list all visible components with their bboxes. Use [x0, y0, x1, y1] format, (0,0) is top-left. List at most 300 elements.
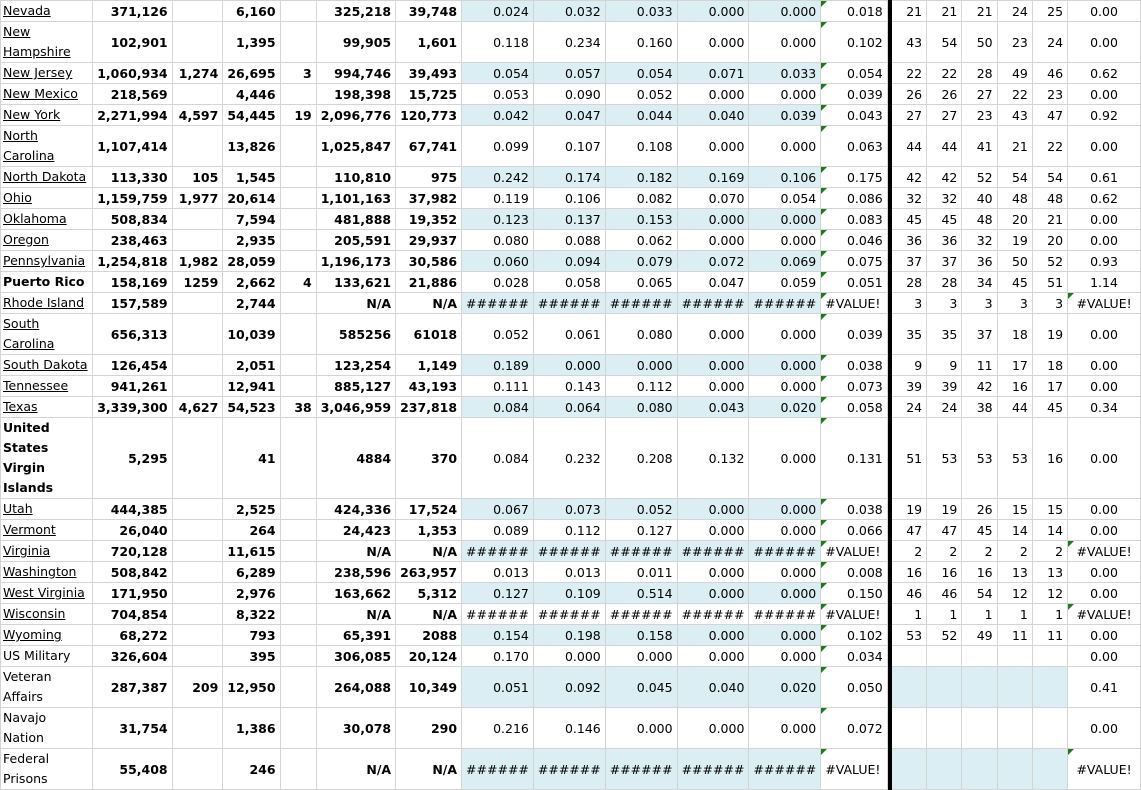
cell-r3[interactable]: 0.108: [605, 126, 677, 167]
cell-r2[interactable]: 0.107: [533, 126, 605, 167]
cell-r1[interactable]: 0.028: [462, 272, 534, 293]
cell-c3[interactable]: 1,395: [223, 22, 280, 63]
cell-k2[interactable]: 1: [927, 604, 962, 625]
cell-avg[interactable]: 0.102: [821, 625, 887, 646]
cell-k1[interactable]: 21: [891, 1, 927, 22]
cell-c6[interactable]: 30,586: [396, 251, 462, 272]
cell-k1[interactable]: 43: [891, 22, 927, 63]
cell-c3[interactable]: 2,051: [223, 355, 280, 376]
cell-k4[interactable]: [997, 646, 1032, 667]
cell-c5[interactable]: 306,085: [316, 646, 395, 667]
cell-r2[interactable]: 0.109: [533, 583, 605, 604]
cell-k2[interactable]: 44: [927, 126, 962, 167]
cell-r5[interactable]: ######: [749, 293, 821, 314]
cell-k4[interactable]: [997, 749, 1032, 790]
cell-r4[interactable]: 0.000: [677, 499, 749, 520]
cell-r1[interactable]: 0.053: [462, 84, 534, 105]
cell-c4[interactable]: [280, 562, 316, 583]
cell-last[interactable]: 0.00: [1068, 126, 1141, 167]
cell-c3[interactable]: 12,941: [223, 376, 280, 397]
cell-r5[interactable]: 0.000: [749, 708, 821, 749]
cell-c4[interactable]: [280, 251, 316, 272]
cell-k2[interactable]: 9: [927, 355, 962, 376]
cell-k4[interactable]: 44: [997, 397, 1032, 418]
cell-last[interactable]: 0.34: [1068, 397, 1141, 418]
cell-r3[interactable]: 0.082: [605, 188, 677, 209]
cell-k3[interactable]: 34: [962, 272, 997, 293]
cell-r5[interactable]: 0.069: [749, 251, 821, 272]
cell-c4[interactable]: [280, 541, 316, 562]
cell-region-name[interactable]: [1, 84, 93, 105]
region-link[interactable]: Texas: [3, 399, 38, 414]
cell-region-name[interactable]: [1, 604, 93, 625]
cell-c1[interactable]: 126,454: [93, 355, 172, 376]
cell-k3[interactable]: [962, 708, 997, 749]
cell-c3[interactable]: 26,695: [223, 63, 280, 84]
cell-r2[interactable]: 0.058: [533, 272, 605, 293]
cell-region-name[interactable]: [1, 583, 93, 604]
cell-c6[interactable]: 263,957: [396, 562, 462, 583]
cell-c5[interactable]: 481,888: [316, 209, 395, 230]
cell-c1[interactable]: 5,295: [93, 418, 172, 499]
cell-c2[interactable]: [172, 583, 223, 604]
cell-last[interactable]: 0.00: [1068, 230, 1141, 251]
cell-k5[interactable]: 13: [1032, 562, 1067, 583]
cell-k3[interactable]: 49: [962, 625, 997, 646]
cell-k5[interactable]: 17: [1032, 376, 1067, 397]
cell-region-name[interactable]: [1, 520, 93, 541]
cell-c3[interactable]: 54,445: [223, 105, 280, 126]
cell-region-name[interactable]: [1, 293, 93, 314]
cell-r1[interactable]: 0.067: [462, 499, 534, 520]
cell-r4[interactable]: 0.000: [677, 708, 749, 749]
cell-k4[interactable]: 2: [997, 541, 1032, 562]
cell-r4[interactable]: 0.071: [677, 63, 749, 84]
region-link[interactable]: West Virginia: [3, 585, 85, 600]
cell-k3[interactable]: 2: [962, 541, 997, 562]
cell-avg[interactable]: 0.039: [821, 84, 887, 105]
cell-c2[interactable]: [172, 562, 223, 583]
cell-c1[interactable]: 102,901: [93, 22, 172, 63]
cell-c4[interactable]: [280, 209, 316, 230]
region-link[interactable]: South Dakota: [3, 357, 88, 372]
cell-r3[interactable]: 0.065: [605, 272, 677, 293]
cell-c3[interactable]: 4,446: [223, 84, 280, 105]
cell-k1[interactable]: 45: [891, 209, 927, 230]
cell-c4[interactable]: [280, 625, 316, 646]
cell-r2[interactable]: 0.088: [533, 230, 605, 251]
cell-last[interactable]: 0.00: [1068, 314, 1141, 355]
cell-k1[interactable]: 37: [891, 251, 927, 272]
cell-c4[interactable]: [280, 499, 316, 520]
cell-c2[interactable]: 4,597: [172, 105, 223, 126]
cell-c3[interactable]: 12,950: [223, 667, 280, 708]
cell-r4[interactable]: 0.000: [677, 583, 749, 604]
cell-region-name[interactable]: [1, 230, 93, 251]
cell-c4[interactable]: [280, 376, 316, 397]
cell-k2[interactable]: 35: [927, 314, 962, 355]
cell-c2[interactable]: [172, 520, 223, 541]
cell-c2[interactable]: [172, 418, 223, 499]
cell-r3[interactable]: ######: [605, 541, 677, 562]
cell-k3[interactable]: 36: [962, 251, 997, 272]
cell-avg[interactable]: 0.150: [821, 583, 887, 604]
cell-r5[interactable]: 0.000: [749, 22, 821, 63]
cell-region-name[interactable]: [1, 251, 93, 272]
cell-c4[interactable]: [280, 1, 316, 22]
cell-k1[interactable]: 44: [891, 126, 927, 167]
cell-k1[interactable]: 16: [891, 562, 927, 583]
cell-r2[interactable]: 0.232: [533, 418, 605, 499]
cell-region-name[interactable]: [1, 708, 93, 749]
region-link[interactable]: Ohio: [3, 190, 32, 205]
cell-k1[interactable]: 35: [891, 314, 927, 355]
cell-c1[interactable]: 171,950: [93, 583, 172, 604]
cell-avg[interactable]: 0.175: [821, 167, 887, 188]
region-link[interactable]: Pennsylvania: [3, 253, 86, 268]
cell-k4[interactable]: 21: [997, 126, 1032, 167]
cell-k4[interactable]: 13: [997, 562, 1032, 583]
cell-c6[interactable]: 21,886: [396, 272, 462, 293]
cell-c1[interactable]: 113,330: [93, 167, 172, 188]
cell-last[interactable]: 0.00: [1068, 520, 1141, 541]
cell-r2[interactable]: ######: [533, 541, 605, 562]
cell-c1[interactable]: 508,842: [93, 562, 172, 583]
cell-c1[interactable]: 371,126: [93, 1, 172, 22]
cell-avg[interactable]: 0.086: [821, 188, 887, 209]
cell-last[interactable]: 0.00: [1068, 418, 1141, 499]
cell-c2[interactable]: [172, 708, 223, 749]
cell-c1[interactable]: 1,254,818: [93, 251, 172, 272]
cell-k1[interactable]: 27: [891, 105, 927, 126]
cell-k1[interactable]: [891, 708, 927, 749]
cell-c4[interactable]: [280, 22, 316, 63]
cell-avg[interactable]: 0.046: [821, 230, 887, 251]
cell-c4[interactable]: [280, 646, 316, 667]
cell-avg[interactable]: 0.034: [821, 646, 887, 667]
cell-c6[interactable]: 1,601: [396, 22, 462, 63]
region-link[interactable]: New York: [3, 107, 61, 122]
cell-k5[interactable]: 46: [1032, 63, 1067, 84]
cell-r3[interactable]: ######: [605, 604, 677, 625]
cell-r2[interactable]: 0.146: [533, 708, 605, 749]
cell-r1[interactable]: 0.084: [462, 418, 534, 499]
cell-last[interactable]: 0.00: [1068, 562, 1141, 583]
cell-k4[interactable]: 54: [997, 167, 1032, 188]
cell-k4[interactable]: 22: [997, 84, 1032, 105]
cell-c1[interactable]: 157,589: [93, 293, 172, 314]
cell-k1[interactable]: 32: [891, 188, 927, 209]
cell-r2[interactable]: 0.106: [533, 188, 605, 209]
cell-k3[interactable]: 41: [962, 126, 997, 167]
cell-r2[interactable]: 0.064: [533, 397, 605, 418]
cell-last[interactable]: 0.93: [1068, 251, 1141, 272]
cell-k1[interactable]: 47: [891, 520, 927, 541]
cell-k4[interactable]: 48: [997, 188, 1032, 209]
cell-k2[interactable]: 45: [927, 209, 962, 230]
cell-r3[interactable]: 0.112: [605, 376, 677, 397]
region-link[interactable]: Tennessee: [3, 378, 69, 393]
cell-k2[interactable]: 21: [927, 1, 962, 22]
cell-c5[interactable]: 110,810: [316, 167, 395, 188]
cell-r4[interactable]: ######: [677, 604, 749, 625]
cell-k1[interactable]: 3: [891, 293, 927, 314]
cell-k5[interactable]: 3: [1032, 293, 1067, 314]
cell-r2[interactable]: 0.137: [533, 209, 605, 230]
cell-c4[interactable]: [280, 583, 316, 604]
cell-r4[interactable]: 0.000: [677, 84, 749, 105]
cell-r4[interactable]: 0.000: [677, 646, 749, 667]
cell-c4[interactable]: [280, 167, 316, 188]
cell-k4[interactable]: 53: [997, 418, 1032, 499]
cell-c3[interactable]: 41: [223, 418, 280, 499]
cell-k4[interactable]: 16: [997, 376, 1032, 397]
cell-avg[interactable]: 0.102: [821, 22, 887, 63]
cell-r4[interactable]: ######: [677, 749, 749, 790]
cell-avg[interactable]: #VALUE!: [821, 749, 887, 790]
cell-r2[interactable]: 0.092: [533, 667, 605, 708]
region-link[interactable]: North Dakota: [3, 169, 87, 184]
cell-r3[interactable]: 0.000: [605, 708, 677, 749]
cell-c5[interactable]: N/A: [316, 293, 395, 314]
cell-last[interactable]: 0.00: [1068, 646, 1141, 667]
cell-r4[interactable]: 0.000: [677, 376, 749, 397]
cell-r5[interactable]: 0.059: [749, 272, 821, 293]
cell-r2[interactable]: 0.032: [533, 1, 605, 22]
cell-avg[interactable]: #VALUE!: [821, 541, 887, 562]
cell-k5[interactable]: 23: [1032, 84, 1067, 105]
cell-k2[interactable]: 24: [927, 397, 962, 418]
cell-r1[interactable]: 0.189: [462, 355, 534, 376]
cell-r3[interactable]: 0.079: [605, 251, 677, 272]
cell-k4[interactable]: 1: [997, 604, 1032, 625]
cell-r4[interactable]: 0.000: [677, 562, 749, 583]
cell-c1[interactable]: 444,385: [93, 499, 172, 520]
cell-r1[interactable]: 0.170: [462, 646, 534, 667]
cell-c5[interactable]: 994,746: [316, 63, 395, 84]
cell-r5[interactable]: 0.054: [749, 188, 821, 209]
cell-last[interactable]: 0.00: [1068, 355, 1141, 376]
cell-r2[interactable]: 0.047: [533, 105, 605, 126]
cell-c6[interactable]: 1,353: [396, 520, 462, 541]
cell-k4[interactable]: 19: [997, 230, 1032, 251]
cell-k1[interactable]: 28: [891, 272, 927, 293]
cell-avg[interactable]: 0.039: [821, 314, 887, 355]
cell-r1[interactable]: 0.080: [462, 230, 534, 251]
cell-c3[interactable]: 20,614: [223, 188, 280, 209]
cell-r2[interactable]: 0.143: [533, 376, 605, 397]
cell-region-name[interactable]: [1, 314, 93, 355]
cell-r5[interactable]: 0.039: [749, 105, 821, 126]
cell-avg[interactable]: 0.038: [821, 499, 887, 520]
cell-k5[interactable]: 20: [1032, 230, 1067, 251]
cell-k5[interactable]: 22: [1032, 126, 1067, 167]
region-link[interactable]: Rhode Island: [3, 295, 85, 310]
region-link[interactable]: South Carolina: [3, 316, 55, 351]
cell-r2[interactable]: ######: [533, 604, 605, 625]
cell-r1[interactable]: 0.089: [462, 520, 534, 541]
cell-r3[interactable]: ######: [605, 293, 677, 314]
cell-k3[interactable]: 37: [962, 314, 997, 355]
cell-k1[interactable]: 46: [891, 583, 927, 604]
cell-c3[interactable]: 54,523: [223, 397, 280, 418]
cell-last[interactable]: #VALUE!: [1068, 749, 1141, 790]
cell-c3[interactable]: 2,935: [223, 230, 280, 251]
cell-k2[interactable]: 46: [927, 583, 962, 604]
cell-region-name[interactable]: [1, 105, 93, 126]
cell-c6[interactable]: N/A: [396, 749, 462, 790]
cell-r1[interactable]: 0.024: [462, 1, 534, 22]
cell-last[interactable]: #VALUE!: [1068, 293, 1141, 314]
cell-k2[interactable]: 39: [927, 376, 962, 397]
cell-r3[interactable]: 0.153: [605, 209, 677, 230]
cell-r2[interactable]: 0.000: [533, 355, 605, 376]
cell-r5[interactable]: 0.000: [749, 209, 821, 230]
cell-k2[interactable]: 42: [927, 167, 962, 188]
cell-r5[interactable]: 0.000: [749, 520, 821, 541]
cell-c6[interactable]: 237,818: [396, 397, 462, 418]
cell-c6[interactable]: 1,149: [396, 355, 462, 376]
cell-k4[interactable]: 23: [997, 22, 1032, 63]
cell-c1[interactable]: 55,408: [93, 749, 172, 790]
cell-c2[interactable]: [172, 84, 223, 105]
cell-c2[interactable]: 1259: [172, 272, 223, 293]
cell-r4[interactable]: 0.169: [677, 167, 749, 188]
cell-c1[interactable]: 31,754: [93, 708, 172, 749]
cell-k3[interactable]: 45: [962, 520, 997, 541]
cell-c1[interactable]: 238,463: [93, 230, 172, 251]
cell-last[interactable]: #VALUE!: [1068, 541, 1141, 562]
cell-c3[interactable]: 264: [223, 520, 280, 541]
cell-k3[interactable]: 42: [962, 376, 997, 397]
cell-c5[interactable]: 1,101,163: [316, 188, 395, 209]
cell-c1[interactable]: 508,834: [93, 209, 172, 230]
cell-k2[interactable]: [927, 646, 962, 667]
cell-k5[interactable]: 21: [1032, 209, 1067, 230]
cell-c2[interactable]: [172, 126, 223, 167]
cell-r4[interactable]: 0.000: [677, 230, 749, 251]
cell-c1[interactable]: 326,604: [93, 646, 172, 667]
cell-r4[interactable]: 0.000: [677, 314, 749, 355]
cell-c2[interactable]: [172, 749, 223, 790]
cell-r4[interactable]: 0.000: [677, 520, 749, 541]
cell-k5[interactable]: 18: [1032, 355, 1067, 376]
cell-r4[interactable]: 0.070: [677, 188, 749, 209]
cell-r4[interactable]: 0.047: [677, 272, 749, 293]
cell-r3[interactable]: 0.011: [605, 562, 677, 583]
cell-avg[interactable]: 0.043: [821, 105, 887, 126]
cell-k5[interactable]: 2: [1032, 541, 1067, 562]
cell-c5[interactable]: 1,196,173: [316, 251, 395, 272]
cell-k2[interactable]: 36: [927, 230, 962, 251]
cell-r2[interactable]: 0.013: [533, 562, 605, 583]
cell-r1[interactable]: 0.154: [462, 625, 534, 646]
cell-r4[interactable]: 0.000: [677, 209, 749, 230]
cell-region-name[interactable]: [1, 397, 93, 418]
region-link[interactable]: New Hampshire: [3, 24, 71, 59]
cell-k2[interactable]: 19: [927, 499, 962, 520]
cell-k5[interactable]: [1032, 749, 1067, 790]
cell-c3[interactable]: 11,615: [223, 541, 280, 562]
cell-r5[interactable]: 0.000: [749, 355, 821, 376]
cell-k3[interactable]: 16: [962, 562, 997, 583]
cell-k5[interactable]: 47: [1032, 105, 1067, 126]
cell-k1[interactable]: 9: [891, 355, 927, 376]
cell-k5[interactable]: 45: [1032, 397, 1067, 418]
cell-r3[interactable]: 0.045: [605, 667, 677, 708]
cell-c5[interactable]: N/A: [316, 541, 395, 562]
cell-c2[interactable]: [172, 355, 223, 376]
cell-c6[interactable]: 29,937: [396, 230, 462, 251]
region-link[interactable]: Oregon: [3, 232, 49, 247]
cell-r1[interactable]: 0.111: [462, 376, 534, 397]
cell-r3[interactable]: 0.514: [605, 583, 677, 604]
cell-last[interactable]: 0.41: [1068, 667, 1141, 708]
cell-c6[interactable]: 975: [396, 167, 462, 188]
cell-r2[interactable]: 0.057: [533, 63, 605, 84]
cell-c6[interactable]: 37,982: [396, 188, 462, 209]
cell-k2[interactable]: 52: [927, 625, 962, 646]
cell-c1[interactable]: 2,271,994: [93, 105, 172, 126]
cell-r5[interactable]: ######: [749, 541, 821, 562]
cell-c3[interactable]: 793: [223, 625, 280, 646]
cell-c4[interactable]: [280, 293, 316, 314]
cell-avg[interactable]: 0.075: [821, 251, 887, 272]
cell-avg[interactable]: #VALUE!: [821, 293, 887, 314]
cell-c5[interactable]: 4884: [316, 418, 395, 499]
cell-c5[interactable]: 238,596: [316, 562, 395, 583]
cell-c1[interactable]: 1,159,759: [93, 188, 172, 209]
region-link[interactable]: Utah: [3, 501, 33, 516]
cell-c3[interactable]: 6,289: [223, 562, 280, 583]
cell-r1[interactable]: 0.052: [462, 314, 534, 355]
cell-r4[interactable]: 0.000: [677, 126, 749, 167]
cell-c3[interactable]: 2,525: [223, 499, 280, 520]
cell-k2[interactable]: 37: [927, 251, 962, 272]
cell-c5[interactable]: N/A: [316, 749, 395, 790]
cell-last[interactable]: 0.61: [1068, 167, 1141, 188]
cell-r1[interactable]: 0.099: [462, 126, 534, 167]
cell-k4[interactable]: 45: [997, 272, 1032, 293]
cell-r1[interactable]: ######: [462, 749, 534, 790]
cell-c1[interactable]: 720,128: [93, 541, 172, 562]
cell-r1[interactable]: 0.123: [462, 209, 534, 230]
cell-avg[interactable]: 0.083: [821, 209, 887, 230]
cell-k3[interactable]: 38: [962, 397, 997, 418]
cell-c3[interactable]: 8,322: [223, 604, 280, 625]
cell-r5[interactable]: ######: [749, 749, 821, 790]
cell-r5[interactable]: 0.000: [749, 314, 821, 355]
cell-r5[interactable]: 0.000: [749, 499, 821, 520]
cell-region-name[interactable]: [1, 541, 93, 562]
cell-r1[interactable]: 0.084: [462, 397, 534, 418]
cell-c5[interactable]: 30,078: [316, 708, 395, 749]
cell-avg[interactable]: 0.054: [821, 63, 887, 84]
cell-c1[interactable]: 68,272: [93, 625, 172, 646]
cell-r2[interactable]: 0.174: [533, 167, 605, 188]
cell-k5[interactable]: 19: [1032, 314, 1067, 355]
cell-k5[interactable]: 54: [1032, 167, 1067, 188]
cell-c4[interactable]: [280, 355, 316, 376]
cell-c4[interactable]: 3: [280, 63, 316, 84]
cell-k3[interactable]: 27: [962, 84, 997, 105]
cell-c2[interactable]: 1,274: [172, 63, 223, 84]
cell-r2[interactable]: ######: [533, 293, 605, 314]
cell-k4[interactable]: 43: [997, 105, 1032, 126]
cell-c3[interactable]: 1,545: [223, 167, 280, 188]
cell-k1[interactable]: 26: [891, 84, 927, 105]
cell-c1[interactable]: 287,387: [93, 667, 172, 708]
